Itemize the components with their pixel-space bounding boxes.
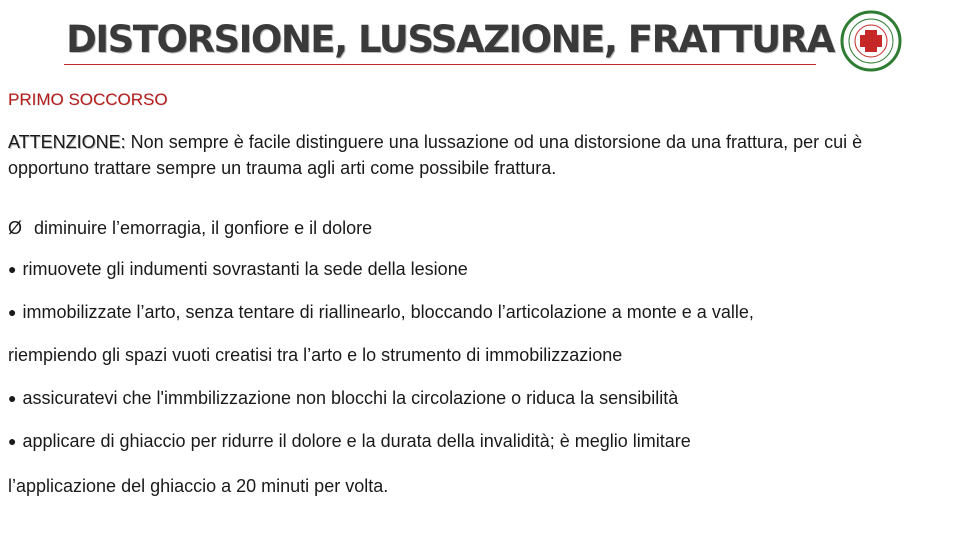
section-heading: PRIMO SOCCORSO bbox=[8, 90, 168, 109]
attention-paragraph bbox=[8, 129, 938, 181]
list-item-text: assicuratevi che l'immbilizzazione non blocchi la circolazione o riduca la sensibilità bbox=[22, 388, 679, 408]
bullet-icon: ● bbox=[8, 304, 17, 320]
organization-seal-logo bbox=[832, 10, 910, 72]
bullet-icon: ● bbox=[8, 433, 17, 449]
arrow-bullet-icon: Ø bbox=[8, 218, 23, 238]
arrow-item-text: diminuire l’emorragia, il gonfiore e il dolore bbox=[34, 218, 373, 238]
list-item bbox=[8, 386, 678, 410]
title-underline bbox=[64, 64, 816, 65]
bullet-icon: ● bbox=[8, 261, 17, 277]
list-item-text: applicare di ghiaccio per ridurre il dolore e la durata della invalidità; è meglio limitare bbox=[22, 431, 691, 451]
list-item-text: rimuovete gli indumenti sovrastanti la sede della lesione bbox=[22, 259, 468, 279]
arrow-list-item bbox=[8, 216, 372, 240]
attention-text: Non sempre è facile distinguere una lussazione od una distorsione da una frattura, per cui è opportuno trattare sempre un trauma agli arti come possibile frattura. bbox=[8, 132, 863, 178]
list-item bbox=[8, 300, 754, 324]
attention-label: ATTENZIONE: bbox=[8, 132, 126, 152]
page-title: DISTORSIONE, LUSSAZIONE, FRATTURA bbox=[66, 18, 834, 61]
list-item-text: immobilizzate l’arto, senza tentare di riallinearlo, bloccando l’articolazione a monte e a valle, bbox=[22, 302, 754, 322]
list-item bbox=[8, 429, 691, 453]
bullet-icon: ● bbox=[8, 390, 17, 406]
list-item-continuation: l’applicazione del ghiaccio a 20 minuti per volta. bbox=[8, 476, 389, 496]
list-item bbox=[8, 257, 468, 281]
list-item-continuation: riempiendo gli spazi vuoti creatisi tra l’arto e lo strumento di immobilizzazione bbox=[8, 345, 623, 365]
